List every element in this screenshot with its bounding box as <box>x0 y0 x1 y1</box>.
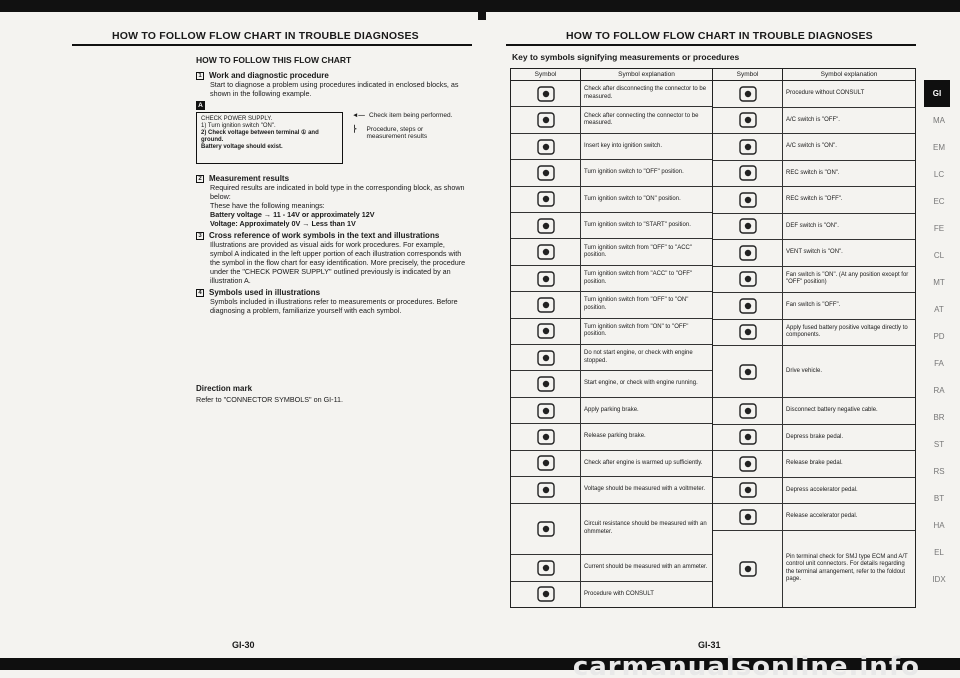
ohmmeter-icon <box>511 504 581 555</box>
section-tab-em[interactable]: EM <box>933 143 945 152</box>
section-body: Illustrations are provided as visual aids for work procedures. For example, symbol A indicated in the left upper portion of each illustration corresponds with the symbol in the flow chart for easy identification. More precisely, the procedure under the "CHECK POWER SUPPLY" outlined previously is indicated by an illustration A. <box>210 240 466 285</box>
right-page-header: HOW TO FOLLOW FLOW CHART IN TROUBLE DIAGNOSES <box>566 30 873 42</box>
symbol-row <box>713 81 915 108</box>
direction-mark-title: Direction mark <box>196 384 253 393</box>
ignition-start-icon <box>511 213 581 238</box>
symbol-explanation: Disconnect battery negative cable. <box>786 407 878 413</box>
bracket-icon: ⎬ <box>352 125 357 133</box>
consult-icon <box>511 582 581 607</box>
symbol-explanation: Turn ignition switch to "START" position. <box>584 221 691 228</box>
header-symbol: Symbol <box>713 69 783 80</box>
symbol-explanation: Turn ignition switch from "ACC" to "OFF" position. <box>584 271 692 285</box>
symbol-explanation: Current should be measured with an ammeter. <box>584 564 708 571</box>
page-gutter <box>478 0 486 20</box>
callout-text: Procedure, steps or measurement results <box>366 125 428 140</box>
watermark: carmanualsonline.info <box>572 652 920 678</box>
symbol-explanation: Circuit resistance should be measured with an ohmmeter. <box>584 521 707 535</box>
symbol-row <box>713 346 915 398</box>
rec-off-icon <box>713 187 783 213</box>
ignition-acc-off-icon <box>511 266 581 291</box>
def-on-icon <box>713 214 783 240</box>
symbol-explanation: Fan switch is "OFF". <box>786 302 841 308</box>
ignition-off-acc-icon <box>511 239 581 264</box>
section-tabs <box>922 80 956 593</box>
symbol-a-mark: A <box>196 101 205 110</box>
section-2-heading <box>196 174 466 183</box>
symbol-explanation: Pin terminal check for SMJ type ECM and A/T control unit connectors. For details regarding the terminal arrangement, refer to the foldout page. <box>786 553 908 583</box>
section-tab-ha[interactable]: HA <box>933 521 945 530</box>
battery-disconnect-icon <box>713 398 783 424</box>
page-number: GI-30 <box>232 640 255 650</box>
section-number: 3 <box>196 232 204 240</box>
symbol-explanation: Drive vehicle. <box>786 367 823 374</box>
symbol-key-table <box>510 68 916 608</box>
symbol-explanation: VENT switch is "ON". <box>786 249 843 255</box>
symbol-row <box>713 451 915 478</box>
symbol-row <box>511 266 712 292</box>
symbol-row <box>511 424 712 450</box>
brake-release-icon <box>713 451 783 477</box>
drive-vehicle-icon <box>713 346 783 397</box>
section-body: Symbols included in illustrations refer to measurements or procedures. Before diagnosing a problem, familiarize yourself with each symbol. <box>210 297 458 315</box>
section-tab-pd[interactable]: PD <box>933 332 945 341</box>
example-line: 1) Turn ignition switch "ON". <box>201 123 276 129</box>
section-4-heading <box>196 288 466 297</box>
symbol-column-right <box>713 69 915 607</box>
accel-depress-icon <box>713 478 783 504</box>
symbol-explanation: Voltage should be measured with a voltmeter. <box>584 486 706 493</box>
fan-off-icon <box>713 293 783 319</box>
section-body: Start to diagnose a problem using procedures indicated in enclosed blocks, as shown in the following example. <box>210 80 459 98</box>
key-title: Key to symbols signifying measurements or procedures <box>512 52 740 62</box>
engine-warm-icon <box>511 451 581 476</box>
symbol-row <box>511 239 712 265</box>
symbol-row <box>713 320 915 347</box>
symbol-explanation: Apply parking brake. <box>584 406 639 413</box>
fan-any-icon <box>713 267 783 293</box>
example-line: 2) Check voltage between terminal ① and ground. <box>201 130 319 143</box>
connector-disconnected-icon <box>511 81 581 106</box>
symbol-explanation: Release accelerator pedal. <box>786 513 858 519</box>
symbol-column-left <box>511 69 713 607</box>
symbol-row <box>713 425 915 452</box>
no-consult-icon <box>713 81 783 107</box>
symbol-row <box>713 214 915 241</box>
section-tab-bt[interactable]: BT <box>933 494 945 503</box>
section-tab-at[interactable]: AT <box>934 305 944 314</box>
section-tab-gi[interactable]: GI <box>924 80 950 107</box>
example-result: Battery voltage should exist. <box>201 144 283 150</box>
symbol-explanation: Depress brake pedal. <box>786 433 844 440</box>
header-symbol: Symbol <box>511 69 581 80</box>
right-page <box>486 12 960 678</box>
ac-on-icon <box>713 134 783 160</box>
symbol-row <box>511 160 712 186</box>
direction-mark-body: Refer to "CONNECTOR SYMBOLS" on GI-11. <box>196 395 344 404</box>
body-text: These have the following meanings: <box>210 201 325 210</box>
symbol-row <box>511 477 712 503</box>
engine-stopped-icon <box>511 345 581 370</box>
symbol-row <box>511 81 712 107</box>
example-callouts <box>352 112 464 147</box>
symbol-explanation: Depress accelerator pedal. <box>786 486 858 493</box>
symbol-explanation: Procedure with CONSULT <box>584 590 654 597</box>
symbol-row <box>511 582 712 607</box>
ammeter-icon <box>511 555 581 580</box>
symbol-row <box>511 504 712 556</box>
section-heading-text: Cross reference of work symbols in the text and illustrations <box>209 231 440 240</box>
symbol-row <box>713 504 915 531</box>
header-explanation: Symbol explanation <box>618 71 675 78</box>
symbol-row <box>713 267 915 294</box>
symbol-explanation: Start engine, or check with engine running. <box>584 380 698 387</box>
section-heading-text: Symbols used in illustrations <box>209 288 321 297</box>
left-page <box>0 12 478 678</box>
symbol-row <box>511 187 712 213</box>
direction-mark-block <box>196 384 466 404</box>
ac-off-icon <box>713 108 783 134</box>
symbol-row <box>713 398 915 425</box>
voltmeter-icon <box>511 477 581 502</box>
symbol-explanation: Check after engine is warmed up sufficiently. <box>584 459 703 466</box>
body-text: Battery voltage → 11 - 14V or approximately 12V <box>210 210 375 219</box>
symbol-row <box>511 107 712 133</box>
rec-on-icon <box>713 161 783 187</box>
parking-brake-release-icon <box>511 424 581 449</box>
ignition-on-icon <box>511 187 581 212</box>
key-insert-icon <box>511 134 581 159</box>
symbol-row <box>511 319 712 345</box>
symbol-explanation: REC switch is "ON". <box>786 169 840 176</box>
top-binding-bar <box>0 0 960 12</box>
symbol-row <box>511 213 712 239</box>
body-text: Voltage: Approximately 0V → Less than 1V <box>210 219 356 228</box>
engine-running-icon <box>511 371 581 396</box>
symbol-explanation: Procedure without CONSULT <box>786 90 865 96</box>
bottom-binding-bar <box>0 650 960 678</box>
symbol-explanation: A/C switch is "OFF". <box>786 116 840 123</box>
section-number: 4 <box>196 289 204 297</box>
section-1-heading <box>196 71 466 80</box>
section-tab-cl[interactable]: CL <box>933 251 945 260</box>
symbol-explanation: Do not start engine, or check with engine stopped. <box>584 350 693 364</box>
vent-on-icon <box>713 240 783 266</box>
ignition-off-icon <box>511 160 581 185</box>
section-tab-fa[interactable]: FA <box>934 359 944 368</box>
section-number: 2 <box>196 175 204 183</box>
header-rule <box>72 44 472 46</box>
symbol-explanation: Check after connecting the connector to be measured. <box>584 112 699 127</box>
symbol-row <box>511 292 712 318</box>
symbol-explanation: Turn ignition switch from "OFF" to "ACC" position. <box>584 244 692 259</box>
symbol-explanation: Release brake pedal. <box>786 460 843 466</box>
callout-procedure <box>352 126 464 141</box>
symbol-explanation: Turn ignition switch to "ON" position. <box>584 195 681 202</box>
section-tab-idx[interactable]: IDX <box>932 575 946 584</box>
symbol-row <box>511 555 712 581</box>
fused-battery-icon <box>713 320 783 346</box>
symbol-row <box>511 134 712 160</box>
symbol-explanation: Turn ignition switch from "ON" to "OFF" position. <box>584 323 689 338</box>
example-procedure-box <box>196 112 343 164</box>
section-tab-mt[interactable]: MT <box>933 278 945 287</box>
symbol-explanation: Fan switch is "ON". (At any position except for "OFF" position) <box>786 271 909 286</box>
brake-depress-icon <box>713 425 783 451</box>
header-rule <box>506 44 916 46</box>
section-3-heading <box>196 231 466 240</box>
section-tab-ec[interactable]: EC <box>933 197 945 206</box>
symbol-row <box>713 293 915 320</box>
section-heading-text: Work and diagnostic procedure <box>209 71 329 80</box>
section-tab-lc[interactable]: LC <box>933 170 945 179</box>
section-tab-st[interactable]: ST <box>933 440 945 449</box>
symbol-row <box>713 134 915 161</box>
section-title: HOW TO FOLLOW THIS FLOW CHART <box>196 55 352 65</box>
parking-brake-apply-icon <box>511 398 581 423</box>
section-heading-text: Measurement results <box>209 174 290 183</box>
symbol-row <box>511 371 712 397</box>
column-header <box>511 69 712 81</box>
symbol-explanation: Turn ignition switch from "OFF" to "ON" position. <box>584 297 689 311</box>
pin-terminal-icon <box>713 531 783 608</box>
symbol-explanation: DEF switch is "ON". <box>786 222 839 229</box>
example-block <box>196 112 466 170</box>
symbol-row <box>713 240 915 267</box>
header-explanation: Symbol explanation <box>820 71 878 78</box>
section-tab-fe[interactable]: FE <box>933 224 945 233</box>
section-number: 1 <box>196 72 204 80</box>
symbol-row <box>713 161 915 188</box>
connector-connected-icon <box>511 107 581 132</box>
symbol-row <box>713 187 915 214</box>
arrow-left-icon: ◄— <box>352 112 365 119</box>
column-header <box>713 69 915 81</box>
symbol-explanation: REC switch is "OFF". <box>786 196 843 202</box>
section-tab-rs[interactable]: RS <box>933 467 945 476</box>
symbol-row <box>511 398 712 424</box>
ignition-off-on-icon <box>511 292 581 317</box>
section-body <box>196 183 466 228</box>
callout-check-item <box>352 112 464 120</box>
symbol-explanation: Apply fused battery positive voltage directly to components. <box>786 324 908 339</box>
section-tab-br[interactable]: BR <box>933 413 945 422</box>
page-number: GI-31 <box>698 640 721 650</box>
callout-text: Check item being performed. <box>369 112 453 119</box>
symbol-explanation: Turn ignition switch to "OFF" position. <box>584 169 684 176</box>
symbol-row <box>511 345 712 371</box>
body-text: Required results are indicated in bold type in the corresponding block, as shown below: <box>210 183 465 201</box>
symbol-row <box>511 451 712 477</box>
symbol-explanation: A/C switch is "ON". <box>786 143 837 149</box>
section-tab-ra[interactable]: RA <box>933 386 945 395</box>
left-page-header: HOW TO FOLLOW FLOW CHART IN TROUBLE DIAGNOSES <box>112 30 419 42</box>
symbol-row <box>713 531 915 608</box>
symbol-row <box>713 108 915 135</box>
symbol-explanation: Insert key into ignition switch. <box>584 142 663 149</box>
symbol-row <box>713 478 915 505</box>
section-tab-ma[interactable]: MA <box>933 116 945 125</box>
section-tab-el[interactable]: EL <box>934 548 944 557</box>
left-main-content <box>196 56 466 315</box>
example-line: CHECK POWER SUPPLY. <box>201 116 273 122</box>
symbol-explanation: Check after disconnecting the connector to be measured. <box>584 86 707 100</box>
ignition-on-off-icon <box>511 319 581 344</box>
symbol-explanation: Release parking brake. <box>584 433 646 440</box>
accel-release-icon <box>713 504 783 530</box>
